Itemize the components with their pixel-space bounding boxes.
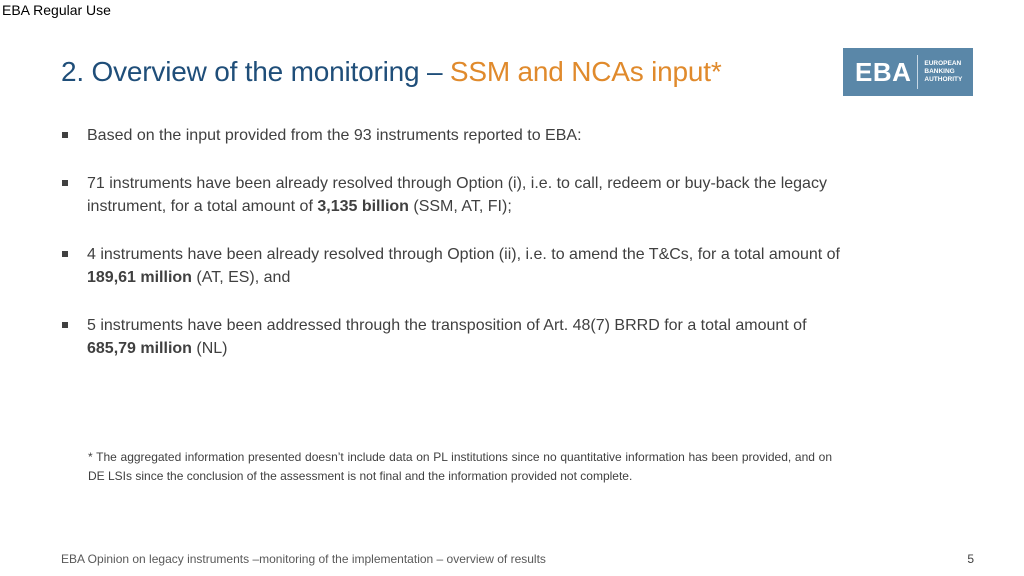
bullet-item	[60, 314, 840, 360]
bullet-square-icon	[62, 251, 68, 257]
bullet-text: (AT, ES), and	[191, 269, 291, 286]
title-main: 2. Overview of the monitoring –	[61, 56, 450, 87]
bullet-amount: 189,61 million	[87, 269, 192, 286]
bullet-text: (SSM, AT, FI);	[408, 198, 512, 215]
bullet-list	[60, 124, 840, 360]
bullet-text: Based on the input provided from the 93 instruments reported to EBA:	[87, 127, 582, 144]
bullet-square-icon	[62, 180, 68, 186]
footer-text: EBA Opinion on legacy instruments –monitoring of the implementation – overview of results	[61, 552, 546, 566]
classification-label: EBA Regular Use	[2, 2, 111, 18]
bullet-text: 71 instruments have been already resolved through Option (i), i.e. to call, redeem or buy-back the legacy instrument, for a total amount of	[87, 175, 827, 215]
bullet-item	[60, 243, 840, 289]
logo-org-name	[924, 60, 962, 84]
logo-mark: EBA	[855, 56, 912, 87]
logo-divider	[917, 55, 918, 89]
slide-title	[61, 56, 722, 88]
bullet-square-icon	[62, 132, 68, 138]
bullet-square-icon	[62, 322, 68, 328]
eba-logo	[843, 48, 973, 96]
bullet-text: (NL)	[191, 340, 228, 357]
title-highlight: SSM and NCAs input*	[449, 56, 722, 87]
logo-line: EUROPEAN	[924, 60, 962, 67]
bullet-amount: 685,79 million	[87, 340, 192, 357]
logo-line: AUTHORITY	[924, 76, 963, 83]
bullet-text: 5 instruments have been addressed through the transposition of Art. 48(7) BRRD for a total amount of	[87, 317, 807, 334]
page-number: 5	[967, 552, 974, 566]
bullet-item	[60, 172, 840, 218]
logo-line: BANKING	[924, 68, 955, 75]
bullet-text: 4 instruments have been already resolved through Option (ii), i.e. to amend the T&Cs, for a total amount of	[87, 246, 840, 263]
bullet-item	[60, 124, 840, 147]
bullet-amount: 3,135 billion	[317, 198, 409, 215]
footnote: * The aggregated information presented doesn’t include data on PL institutions since no quantitative information has been provided, and on DE LSIs since the conclusion of the assessment is not final and the information provided not complete.	[88, 450, 832, 483]
